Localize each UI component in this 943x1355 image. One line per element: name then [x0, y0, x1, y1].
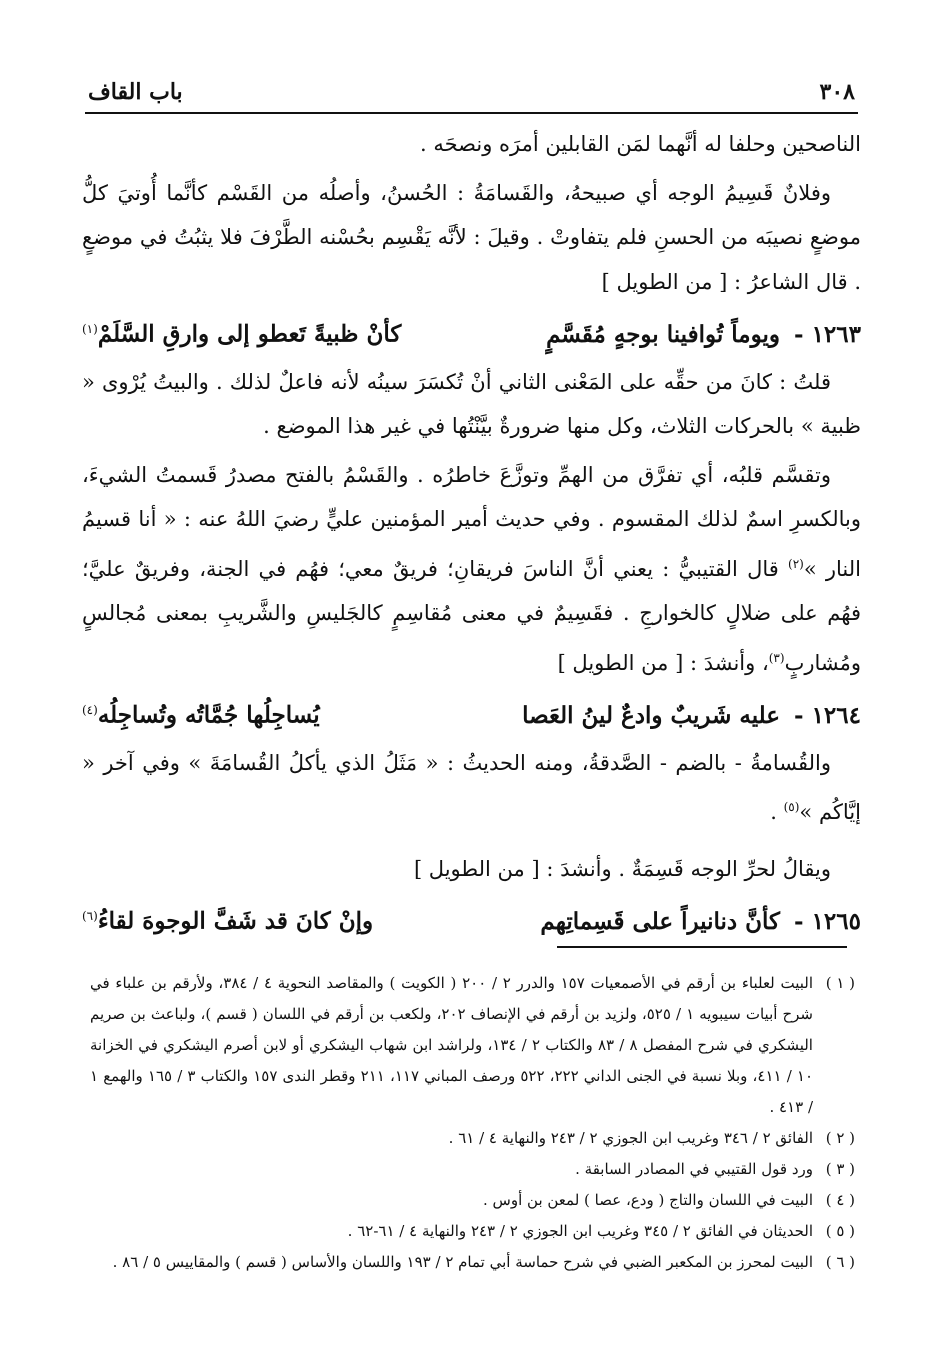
- footnote-6: [90, 1247, 855, 1278]
- footnote-2: [90, 1123, 855, 1154]
- header-divider: [85, 112, 858, 114]
- verse-second-hemistich: [82, 685, 431, 741]
- paragraph-4-text-a: وتقسَّم قلبُه، أي تفرَّق من الهمِّ وتوزَّعَ خاطرُه . والقَسْمُ بالفتح مصدرُ قَسمتُ الشيءَ، وبالكسرِ اسمٌ لذلك المقسوم . وفي حديث أمير المؤمنين عليٍّ رضيَ اللهُ عنه : « أنا قسيمُ النار »: [82, 462, 861, 581]
- verse-first-hemistich: ويوماً تُوافينا بوجهٍ مُقَسَّمٍ: [546, 320, 781, 348]
- paragraph-4: [82, 453, 861, 686]
- footnote-divider: [557, 946, 847, 948]
- footnote-5: [90, 1216, 855, 1247]
- verse-1265: [82, 891, 861, 947]
- footnote-text: البيت لمحرز بن المكعبر الضبي في شرح حماسة أبي تمام ٢ / ١٩٣ واللسان والأساس ( قسم ) والمقاييس ٥ / ٨٦ .: [112, 1253, 813, 1271]
- paragraph-5-end: .: [770, 800, 784, 825]
- footnote-ref-1: (١): [81, 322, 98, 336]
- paragraph-6: ويقالُ لحرِّ الوجه قَسِمَةٌ . وأنشدَ : [ من الطويل ]: [413, 856, 831, 881]
- footnote-mark: ( ٢ ): [825, 1129, 855, 1147]
- footnote-text: البيت في اللسان والتاج ( ودع، عصا ) لمعن بن أوس .: [483, 1191, 813, 1209]
- verse-number: ١٢٦٤ -: [794, 701, 861, 729]
- verse-first-hemistich: كأنَّ دنانيراً على قَسِماتِهم: [540, 907, 781, 935]
- footnote-mark: ( ٦ ): [825, 1253, 855, 1271]
- footnote-ref-2: (٢): [788, 556, 804, 571]
- footnote-mark: ( ١ ): [825, 974, 855, 992]
- footnote-4: [90, 1185, 855, 1216]
- footnote-mark: ( ٥ ): [825, 1222, 855, 1240]
- verse-1263: [82, 304, 861, 360]
- footnote-ref-5: (٥): [783, 800, 800, 815]
- verse-second-hemistich: [82, 304, 431, 360]
- verse-second-hemistich-text: وإنْ كانَ قد شَفَّ الوجوهَ لقاءُ: [97, 907, 374, 935]
- paragraph-5: [82, 741, 861, 835]
- verse-second-hemistich: [82, 891, 431, 947]
- verse-second-hemistich-text: كأنْ ظبيةً تَعطو إلى وارقِ السَّلَمْ: [97, 320, 402, 348]
- footnote-1: [90, 968, 855, 1123]
- verse-number: ١٢٦٣ -: [794, 320, 861, 348]
- footnote-ref-6: (٦): [81, 909, 98, 924]
- paragraph-4-text-c: ، وأنشدَ : [ من الطويل ]: [557, 650, 769, 675]
- footnote-text: الفائق ٢ / ٣٤٦ وغريب ابن الجوزي ٢ / ٢٤٣ والنهاية ٤ / ٦١ .: [448, 1129, 813, 1147]
- paragraph-3: قلتُ : كانَ من حقِّه على المَعْنى الثاني أنْ تُكسَرَ سينُه لأنه فاعلٌ لذلك . والبيتُ يُرْوى « ظبية » بالحركات الثلاث، وكل منها ضرورةٌ بيَّنْتُها في غير هذا الموضع .: [82, 369, 861, 439]
- footnote-mark: ( ٣ ): [825, 1160, 855, 1178]
- paragraph-5-text: والقُسامةُ - بالضم - الصَّدقةُ، ومنه الحديثُ : « مَثَلُ الذي يأكلُ القُسامَةَ » وفي آخر « إيَّاكُم »: [82, 750, 861, 825]
- footnotes: [90, 968, 855, 1278]
- chapter-title: باب القاف: [88, 79, 183, 105]
- footnote-mark: ( ٤ ): [825, 1191, 855, 1209]
- page-header: [88, 72, 855, 112]
- paragraph-4-text-b: قال القتيبيُّ : يعني أنَّ الناسَ فريقانِ؛ فريقٌ معي؛ فهُم في الجنة، وفريقٌ عليَّ؛ فهُم على ضلالٍ كالخوارجِ . فقَسِيمٌ في معنى مُقاسِمٍ كالجَليسِ والشَّريبِ بمعنى مُجالسٍ ومُشاربٍ: [82, 556, 861, 675]
- page-number: ٣٠٨: [819, 79, 855, 105]
- verse-second-hemistich-text: يُساجِلُها جُمَّاتُه وتُساجِلُه: [97, 701, 320, 729]
- verse-1264: [82, 685, 861, 741]
- footnote-ref-4: (٤): [81, 703, 98, 718]
- verse-first-hemistich: عليه شَريبٌ وادعٌ لينُ العَصا: [522, 701, 781, 729]
- paragraph-2: وفلانٌ قَسِيمُ الوجه أي صبيحهُ، والقَسامَةُ : الحُسنُ، وأصلُه من القَسْم كأنَّما أُوتيَ كلُّ موضعٍ نصيبَه من الحسنِ فلم يتفاوتْ . وقيلَ : لأنَّه يَقْسِم بحُسْنه الطَّرْفَ فلا يثبُتُ في موضعٍ . قال الشاعرُ : [ من الطويل ]: [82, 180, 861, 294]
- main-text: [82, 122, 861, 947]
- verse-number: ١٢٦٥ -: [794, 907, 861, 935]
- footnote-text: الحديثان في الفائق ٢ / ٣٤٥ وغريب ابن الجوزي ٢ / ٢٤٣ والنهاية ٤ / ٦١-٦٢ .: [347, 1222, 813, 1240]
- footnote-text: ورد قول القتيبي في المصادر السابقة .: [575, 1160, 813, 1178]
- footnote-text: البيت لعلباء بن أرقم في الأصمعيات ١٥٧ والدرر ٢ / ٢٠٠ ( الكويت ) والمقاصد النحوية ٤ / ٣٨٤، ولأرقم بن علباء في شرح أبيات سيبويه ١ / ٥٢٥، ولزيد بن أرقم في الإنصاف ٢٠٢، ولكعب بن أرقم في اللسان ( قسم )، ولباعث بن صريم اليشكري في شرح المفصل ٨ / ٨٣ والكتاب ٢ / ١٣٤، ولراشد ابن شهاب اليشكري أو لابن أصرم اليشكري في الخزانة ١٠ / ٤١١، وبلا نسبة في الجنى الداني ٢٢٢، ٥٢٢ ورصف المباني ١١٧، ٢١١ وقطر الندى ١٥٧ والكتاب ٣ / ١٦٥ والهمع ١ / ٤١٣ .: [90, 974, 814, 1116]
- paragraph-1: الناصحين وحلفا له أنَّهما لمَن القابلين أمرَه ونصحَه .: [420, 132, 861, 156]
- footnote-3: [90, 1154, 855, 1185]
- footnote-ref-3: (٣): [768, 650, 785, 665]
